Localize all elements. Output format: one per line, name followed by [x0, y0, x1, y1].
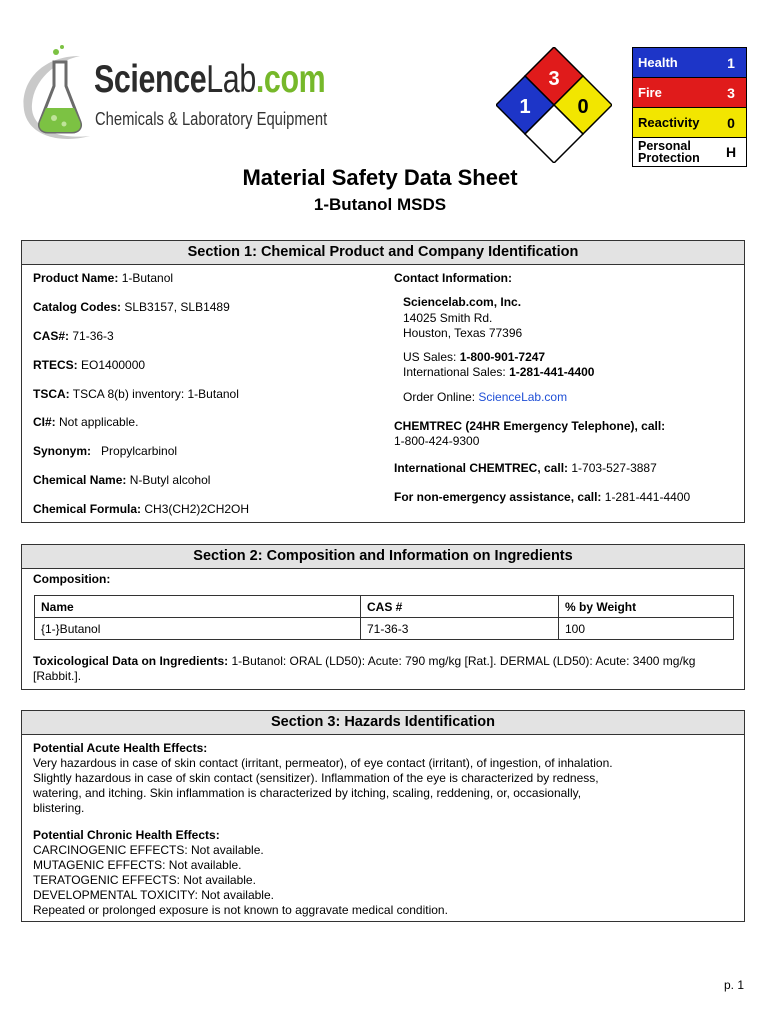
nfpa-fire-value: 3 [548, 68, 560, 90]
order-online-link[interactable]: ScienceLab.com [478, 390, 568, 404]
field-rtecs [33, 358, 145, 373]
section-1 [21, 240, 745, 523]
table-row [35, 618, 734, 640]
intl-chemtrec-phone: 1-703-527-3887 [571, 461, 657, 475]
section-1-heading: Section 1: Chemical Product and Company Identification [22, 241, 744, 265]
hmis-label: Reactivity [638, 115, 700, 130]
chronic-effects-label: Potential Chronic Health Effects: [33, 828, 220, 842]
acute-effects-label: Potential Acute Health Effects: [33, 741, 208, 755]
cell-weight: 100 [559, 618, 734, 640]
chronic-effects-line: CARCINOGENIC EFFECTS: Not available. [33, 843, 264, 857]
chemtrec-label: CHEMTREC (24HR Emergency Telephone), call: [394, 419, 666, 433]
field-catalog-codes [33, 300, 230, 315]
column-header-name: Name [35, 596, 361, 618]
hmis-row-personal-protection [633, 138, 746, 166]
field-product-name [33, 271, 173, 286]
field-value: CH3(CH2)2CH2OH [144, 502, 250, 516]
hmis-value: H [725, 144, 737, 160]
page-subtitle: 1-Butanol MSDS [313, 195, 447, 214]
tox-data [33, 654, 695, 669]
section-3-heading: Section 3: Hazards Identification [22, 711, 744, 735]
intl-sales [403, 365, 594, 380]
order-online [403, 390, 567, 405]
intl-sales-label: International Sales: [403, 365, 506, 379]
hmis-row-reactivity [633, 108, 746, 138]
column-header-cas: CAS # [361, 596, 559, 618]
acute-effects-line: Very hazardous in case of skin contact (irritant, permeator), of eye contact (irritant), of ingestion, of inhalation. [33, 756, 613, 770]
field-cas [33, 329, 114, 344]
nfpa-reactivity-value: 0 [577, 96, 589, 118]
field-value: 1-Butanol [121, 271, 174, 285]
field-label: Catalog Codes: [33, 300, 122, 314]
hmis-value: 0 [727, 114, 735, 131]
field-label: TSCA: [33, 387, 70, 401]
field-value: 71-36-3 [72, 329, 114, 343]
field-value: Not applicable. [59, 415, 139, 429]
column-header-weight: % by Weight [559, 596, 734, 618]
hmis-rating-table [632, 47, 747, 167]
tox-data-text: 1-Butanol: ORAL (LD50): Acute: 790 mg/kg [Rat.]. DERMAL (LD50): Acute: 3400 mg/kg [231, 654, 696, 668]
field-label: CI#: [33, 415, 56, 429]
hmis-row-fire [633, 78, 746, 108]
intl-chemtrec-label: International CHEMTREC, call: [394, 461, 569, 475]
hmis-row-health [633, 48, 746, 78]
field-label: Product Name: [33, 271, 119, 285]
field-synonym [33, 444, 177, 459]
hmis-value: 3 [727, 84, 735, 101]
company-name: Sciencelab.com, Inc. [403, 295, 522, 309]
chronic-effects-line: Repeated or prolonged exposure is not known to aggravate medical condition. [33, 903, 448, 917]
field-label: Chemical Name: [33, 473, 127, 487]
tox-data-label: Toxicological Data on Ingredients: [33, 654, 229, 668]
chronic-effects-line: TERATOGENIC EFFECTS: Not available. [33, 873, 256, 887]
chronic-effects-line: DEVELOPMENTAL TOXICITY: Not available. [33, 888, 274, 902]
address-line-1: 14025 Smith Rd. [403, 311, 493, 325]
composition-table [34, 595, 734, 640]
field-value: N-Butyl alcohol [129, 473, 211, 487]
page-number: p. 1 [723, 978, 744, 992]
field-chemical-formula [33, 502, 249, 517]
field-label: RTECS: [33, 358, 78, 372]
non-emergency-phone: 1-281-441-4400 [604, 490, 691, 504]
tox-data-text-cont: [Rabbit.]. [33, 669, 82, 683]
field-chemical-name [33, 473, 210, 488]
intl-chemtrec [394, 461, 657, 476]
section-2 [21, 544, 745, 690]
nfpa-diamond [496, 47, 612, 163]
logo-wordmark: ScienceLab.com [94, 58, 326, 101]
contact-info-label: Contact Information: [394, 271, 512, 285]
field-ci [33, 415, 138, 430]
cell-cas: 71-36-3 [361, 618, 559, 640]
table-header-row [35, 596, 734, 618]
nfpa-health-value: 1 [519, 96, 531, 118]
us-sales-phone: 1-800-901-7247 [459, 350, 546, 364]
order-online-label: Order Online: [403, 390, 476, 404]
cell-name: {1-}Butanol [35, 618, 361, 640]
us-sales-label: US Sales: [403, 350, 457, 364]
field-value: Propylcarbinol [101, 444, 178, 458]
field-label: Chemical Formula: [33, 502, 142, 516]
hmis-value: 1 [727, 54, 735, 71]
composition-label: Composition: [33, 572, 111, 586]
section-3 [21, 710, 745, 922]
field-label: Synonym: [33, 444, 92, 458]
field-label: CAS#: [33, 329, 70, 343]
logo-tagline: Chemicals & Laboratory Equipment [95, 109, 328, 129]
field-tsca [33, 387, 239, 402]
chronic-effects-line: MUTAGENIC EFFECTS: Not available. [33, 858, 242, 872]
field-value: TSCA 8(b) inventory: 1-Butanol [72, 387, 239, 401]
field-value: SLB3157, SLB1489 [124, 300, 230, 314]
non-emergency [394, 490, 690, 505]
acute-effects-line: Slightly hazardous in case of skin contact (sensitizer). Inflammation of the eye is characterized by redness, [33, 771, 599, 785]
hmis-label: Fire [638, 85, 662, 100]
hmis-label: Health [638, 55, 678, 70]
chemtrec-phone: 1-800-424-9300 [394, 434, 480, 448]
section-2-heading: Section 2: Composition and Information on Ingredients [22, 545, 744, 569]
us-sales [403, 350, 545, 365]
non-emergency-label: For non-emergency assistance, call: [394, 490, 602, 504]
address-line-2: Houston, Texas 77396 [403, 326, 523, 340]
acute-effects-line: watering, and itching. Skin inflammation is characterized by itching, scaling, reddening, or, occasionally, [33, 786, 582, 800]
acute-effects-line: blistering. [33, 801, 85, 815]
intl-sales-phone: 1-281-441-4400 [509, 365, 595, 379]
page-title: Material Safety Data Sheet [242, 165, 518, 190]
hmis-label: Personal Protection [638, 139, 700, 165]
field-value: EO1400000 [81, 358, 146, 372]
